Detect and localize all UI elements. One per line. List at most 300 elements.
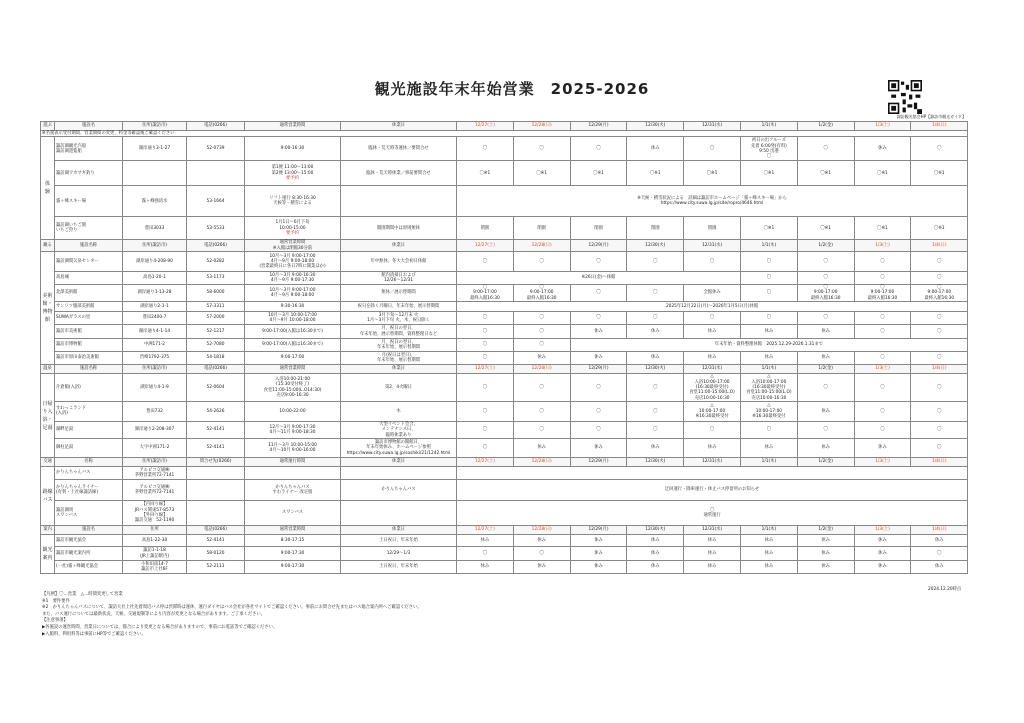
facility-name: 諏訪市観光協会 [55,535,123,547]
address: 湖岸通り4-1-9 [123,374,187,402]
day-status: 休み [740,547,797,561]
day-status: 〇 通常運行 [457,501,968,526]
day-status: 〇 [740,252,797,272]
closed-days: 無休／展示替期間 [341,285,457,302]
day-header: 1/4(日) [911,458,968,467]
column-header: 住所(諏訪市) [123,240,187,252]
closed-days: 12/29～1/3 [341,547,457,561]
column-header: 施設名称 [55,240,123,252]
hours: 9:00-17:30 [245,547,341,561]
day-header: 12/27(土) [457,526,514,535]
day-status: 〇 9:00-17:00 最終入館16:30 [854,285,911,302]
day-status: 〇 [570,137,627,161]
day-status: 休み [911,535,968,547]
day-status: 〇 [627,374,684,402]
table-row [41,547,968,561]
day-status: 〇 [684,252,741,272]
day-status: 〇 [457,312,514,325]
table-header-row [41,365,968,374]
day-header: 1/3(土) [854,240,911,252]
day-status: 〇 [797,272,854,285]
day-status: 〇 [854,401,911,421]
phone: 52-4141 [187,439,245,458]
table-row [41,161,968,186]
day-header: 12/31(水) [684,526,741,535]
day-status: 〇 [457,339,514,352]
table-row [41,325,968,339]
day-status: 〇 [513,325,570,339]
day-status: 〇 [627,401,684,421]
closed-days [341,501,457,526]
day-status: 休み [627,137,684,161]
day-header: 12/31(水) [684,240,741,252]
day-header: 12/30(火) [627,365,684,374]
column-header: 施設名 [55,526,123,535]
facility-name: 諏訪市博物館 [55,339,123,352]
day-header: 12/29(月) [570,122,627,131]
day-status: 休み [570,325,627,339]
day-status: 〇 [740,272,797,285]
day-status: 休み [684,325,741,339]
table-header-row [41,122,968,131]
day-header: 1/1(木) [740,526,797,535]
table-row [41,401,968,421]
column-header: 電話(0266) [187,122,245,131]
day-status: 〇 [457,252,514,272]
day-status: 〇 [854,421,911,438]
day-status: 〇 [854,312,911,325]
address: アルピコ交通㈱ 茅野営業所72-7141 [123,480,187,501]
day-status: 休み [854,439,911,458]
table-row [41,480,968,501]
address: 小和田南14-7 諏訪市上社6F [123,561,187,574]
section-label: 美術館・博物館 [41,252,55,365]
day-status: 〇 [797,421,854,438]
address: 霧ヶ峰強清水 [123,186,187,217]
phone: 54-2626 [187,401,245,421]
day-status: 〇※1 [797,217,854,240]
column-header: 休業日 [341,240,457,252]
closed-days: 祝日を除く月曜日、年末年始、展示替期間 [341,302,457,312]
day-status: 〇 [457,439,514,458]
day-status: 〇 [911,272,968,285]
closed-days: 諏訪市博物館の開館日、 年末年始休み、ホームページ参照 https://www.city.suwa.lg.jp/soshiki/21/1242.html [341,439,457,458]
closed-days: 年中無休、冬大大会初日休館 [341,252,457,272]
hours: 12月～3月 9:00-17:30 4月～11月 9:00-18:30 [245,421,341,438]
closed-days [341,186,457,217]
day-status: 休み [854,561,911,574]
closed-days: 3月下旬～12月末 火 1月～3月下旬 火、木、祝日除く [341,312,457,325]
phone [187,501,245,526]
note-line: また、バス運行については最新状況、天候、交通規制等により内容が変更となる場合があります。ご了承ください。 [42,611,266,617]
address: 【内回り線】 JRバス関東57-8573 【外回り線】 諏訪交通 52-1190 [123,501,187,526]
closed-days: 大型イベント会合、 メンテナンス日、 臨時休業あり [341,421,457,438]
address: アルピコ交通㈱ 茅野営業所72-7141 [123,467,187,480]
day-status: 初日の出クルーズ 先着 6:00発(有料) 9:50 出港 〇 [740,137,797,161]
day-header: 1/4(日) [911,526,968,535]
hours: 11月～3月 10:00-15:00 4月～10月 9:00-16:00 [245,439,341,458]
day-status: 〇 [911,421,968,438]
day-status: △ 10:00-17:00 ※16:30最終受付 [684,401,741,421]
facility-name: 北澤美術館 [55,285,123,302]
day-status: 〇 [740,285,797,302]
day-status: 〇 [513,312,570,325]
address: 豊田732 [123,401,187,421]
day-status: 〇 [627,312,684,325]
day-status: 閉園 [513,217,570,240]
day-status: 〇 [457,401,514,421]
phone: 57-3311 [187,302,245,312]
closed-days: 土日祝日、年末年始 [341,535,457,547]
day-status: 休み [570,561,627,574]
day-status: 休み [740,352,797,365]
note-line: ▶入館料、利用料等は事前にHP等でご確認ください。 [42,631,146,637]
day-status: 〇 [513,339,570,352]
day-status: 〇 [570,285,627,302]
hours: 8:30-17:15 [245,535,341,547]
closed-days: 臨休・荒天時休業／事前要問合せ [341,161,457,186]
phone: 57-2000 [187,312,245,325]
day-header: 1/2(金) [797,526,854,535]
phone: 52-7080 [187,339,245,352]
section-label: 観光案内 [41,535,55,574]
day-status: 休み [513,561,570,574]
day-status: 〇 [513,137,570,161]
day-status: 休み [854,535,911,547]
closed-days: 第2、4火曜日 [341,374,457,402]
closed-days: 月(祝日は翌日)、 年末年始、展示替期間 [341,352,457,365]
day-header: 12/29(月) [570,458,627,467]
phone: 54-1818 [187,352,245,365]
address: 豊田2400-7 [123,312,187,325]
day-status: 休み [570,439,627,458]
facility-name: 諏訪湖周 スワンバス [55,501,123,526]
address: 湖岸通り4-1-14 [123,325,187,339]
day-status: 〇 [513,252,570,272]
phone: 53-5533 [187,217,245,240]
day-status: 休み [797,352,854,365]
address: 諏訪1-1-18 (JR上諏訪駅内) [123,547,187,561]
column-header: 休業日 [341,122,457,131]
day-status: 休み [457,561,514,574]
address: 高島1-22-30 [123,535,187,547]
facility-name: すわっこランド (入浴) [55,401,123,421]
closed-days: 臨休・荒天時等運休／要問合せ [341,137,457,161]
day-status: 〇 [797,252,854,272]
facility-name: 諏訪湖観光汽船 諏訪湖遊覧船 [55,137,123,161]
hours: スワンバス [245,501,341,526]
day-header: 1/3(土) [854,526,911,535]
day-status: 〇 9:00-17:00 最終入館16:30 [911,285,968,302]
day-status: 休み [684,352,741,365]
column-header: 電話(0266) [187,365,245,374]
phone: 52-1217 [187,325,245,339]
hours: かりんちゃんバス すわライナー 改定版 [245,480,341,501]
day-status: △ 入浴10:00-17:00 (16:30最終受付) 食堂11:00-15:00(L.O) 売店10:00-16:30 [684,374,741,402]
day-status: 休み [740,561,797,574]
day-status: 〇 9:00-17:00 最終入館16:30 [797,285,854,302]
day-status: 休み [797,535,854,547]
day-status: 休み [627,439,684,458]
table-header-row [41,526,968,535]
day-status: 〇 [684,312,741,325]
day-status: 〇 [627,421,684,438]
day-status: 〇※1 [513,161,570,186]
day-status: 休み [513,352,570,365]
address: 中洲171-2 [123,339,187,352]
day-status: 休み [684,439,741,458]
day-header: 12/30(火) [627,240,684,252]
day-status: 〇 [570,252,627,272]
day-status: 休み [911,561,968,574]
day-status: 〇※1 [797,161,854,186]
day-header: 12/27(土) [457,458,514,467]
day-status: 閉園 [570,217,627,240]
day-status: ※26日(金)～休館 [457,272,741,285]
column-header: 住所 [123,526,187,535]
closed-days: 館内清掃日および 12/26～12/31 [341,272,457,285]
day-status: 〇 [513,401,570,421]
facility-name: 御柱足湯 [55,439,123,458]
note-line: ※2 かりんちゃんバスについて、諏訪大社上社先着周辺バス停は渋滞時は運休、運行ダイヤはバス会社が各社サイトでご確認ください。事前にお問合せ先またはバス総合案内所へご確認ください。 [42,605,422,611]
facility-name: 霧ヶ峰スキー場 [55,186,123,217]
day-header: 12/27(土) [457,122,514,131]
hours: 9:00-16:30 [245,137,341,161]
day-status: 〇 [854,252,911,272]
phone [187,161,245,186]
column-header: 電話(0266) [187,526,245,535]
schedule-table [40,121,968,574]
column-header: 通常営業時間 [245,526,341,535]
day-status: 休み [627,352,684,365]
facility-name: 諏訪湖いちご園 いちご狩り [55,217,123,240]
facility-name: 片倉館(入浴) [55,374,123,402]
day-status: 〇 [740,312,797,325]
day-status: 休み [570,352,627,365]
table-row [41,252,968,272]
column-header: 名称 [55,458,123,467]
day-header: 1/1(木) [740,122,797,131]
day-status: 休み [627,325,684,339]
closed-days: 月、祝日の翌日、 年末年始、展示替期間 [341,339,457,352]
day-header: 12/28(日) [513,240,570,252]
day-header: 1/4(日) [911,122,968,131]
day-status: 〇 [457,421,514,438]
hours: 10月～3月 9:00-16:30 4月～9月 9:00-17:30 [245,272,341,285]
day-status [457,467,968,480]
legend-notes [42,592,422,638]
table-row [41,421,968,438]
day-status: 休み [513,535,570,547]
column-header: 電話(0266) [187,240,245,252]
day-header: 1/2(金) [797,458,854,467]
day-status: 休み [797,325,854,339]
column-header: 通常営業時間 ※入館は閉館30分前 [245,240,341,252]
facility-name: 諏訪市美術館 [55,325,123,339]
qr-caption: 諏訪観光協会HP【諏訪市観光ガイド】 [896,114,966,119]
column-header: 問合せ先(0266) [187,458,245,467]
hours: 9:00-17:00(入館は16:30まで) [245,339,341,352]
day-status: 〇※1 [684,161,741,186]
day-status: 〇 [797,137,854,161]
issued-date: 2024.12.20時点 [928,587,962,592]
day-status: ※天候・積雪状況による 詳細は諏訪市ホームページ「霧ヶ峰スキー場」から https://www.city.suwa.lg.jp/site/ropro/4646.html [457,186,968,217]
day-status: 〇 [570,374,627,402]
day-status: 〇 [854,352,911,365]
hours: 第1便 11:00～13:00 第2便 13:00～15:00 要予約 [245,161,341,186]
day-header: 12/27(土) [457,240,514,252]
day-status: 〇 [911,401,968,421]
hours: リフト運行 8:30-16:30 天候等・積雪による [245,186,341,217]
table-row [41,374,968,402]
day-header: 12/31(水) [684,365,741,374]
day-status: 休み [684,561,741,574]
column-header: 温泉 [41,365,55,374]
column-header: 案内 [41,526,55,535]
day-status: 休み [627,547,684,561]
column-header: 施設名 [55,122,123,131]
day-status: 休み [627,561,684,574]
day-header: 1/3(土) [854,458,911,467]
table-header-row [41,458,968,467]
table-row [41,302,968,312]
day-status: 〇 [457,325,514,339]
day-status: 休み [513,439,570,458]
day-status: 〇 [684,421,741,438]
phone: 52-4141 [187,535,245,547]
address: 渋崎1792-375 [123,352,187,365]
qr-code-icon[interactable] [888,80,922,114]
hours: 10:00-22:00 [245,401,341,421]
facility-name: 湖畔足湯 [55,421,123,438]
day-status: 全館休み [684,285,741,302]
table-row [41,561,968,574]
phone: 52-0604 [187,374,245,402]
day-header: 1/1(木) [740,365,797,374]
day-status: 〇※1 [740,217,797,240]
column-header: 交通 [41,458,55,467]
day-status: 〇 [797,312,854,325]
day-status: 〇 [570,421,627,438]
phone: 58-0120 [187,547,245,561]
day-header: 1/2(金) [797,122,854,131]
phone [187,480,245,501]
hours: 10月～3月 9:00-17:00 4月～9月 9:00-18:00 [245,285,341,302]
column-header: 通常運行時間 [245,458,341,467]
day-status: 〇 [854,374,911,402]
table-header-row [41,240,968,252]
facility-name: サンリツ服部美術館 [55,302,123,312]
day-header: 1/1(木) [740,458,797,467]
day-header: 12/30(火) [627,122,684,131]
day-status: 〇※1 [911,217,968,240]
address: 豊田3033 [123,217,187,240]
day-header: 12/31(水) [684,458,741,467]
section-label: 路線バス [41,467,55,526]
section-label: 体 験 [41,137,55,240]
day-status: 休み [797,547,854,561]
facility-name: 諏訪湖ワカサギ釣り [55,161,123,186]
phone: 53-1173 [187,272,245,285]
note-line: ※1 要件要件 [42,598,70,604]
day-status: △ 10:00-17:00 ※16:30最終受付 [740,401,797,421]
day-status: 〇 [911,325,968,339]
closed-days: 月、祝日の翌日、 年末年始、展示替期間、資料整理日など [341,325,457,339]
day-status: 〇※1 [457,161,514,186]
column-header: 遊ぶ [41,122,55,131]
facility-name: かりんちゃんバス [55,467,123,480]
closed-days [341,467,457,480]
day-status: 休み [797,401,854,421]
closed-days: 開園期間中は原則無休 [341,217,457,240]
hours [245,467,341,480]
address: 湖岸通り2-208-307 [123,421,187,438]
table-row [41,352,968,365]
note-line: 【注意事項】 [42,618,68,624]
column-header: 住所(諏訪市) [123,122,187,131]
day-header: 12/31(水) [684,122,741,131]
day-status: 〇 [457,352,514,365]
table-row [41,501,968,526]
address: 湖岸通り3-1-27 [123,137,187,161]
day-status: 〇 [911,547,968,561]
day-header: 12/27(土) [457,365,514,374]
day-header: 1/2(金) [797,240,854,252]
day-header: 12/28(日) [513,458,570,467]
day-status: 〇※1 [854,217,911,240]
day-header: 12/28(日) [513,526,570,535]
day-status: 休み [684,535,741,547]
column-header: 休業日 [341,458,457,467]
day-status: 〇 9:00-17:00 最終入館16:30 [513,285,570,302]
day-status: 〇 [854,325,911,339]
address: 大字中洲171-2 [123,439,187,458]
day-status: 〇 [513,421,570,438]
day-status: 〇 [627,285,684,302]
day-status: 〇 [627,252,684,272]
address [123,161,187,186]
hours: 入浴10:00-21:00 (15:30受付終了) 食堂11:00-15:00(L.O14:30) 売店9:00-16:30 [245,374,341,402]
section-label: 日帰り入浴・足湯 [41,374,55,458]
column-header: 通常営業時間 [245,122,341,131]
day-status: 〇 9:00-17:00 最終入館16:30 [457,285,514,302]
day-header: 1/1(木) [740,240,797,252]
table-row [41,137,968,161]
day-status: 〇※1 [627,161,684,186]
day-status: 〇 [457,374,514,402]
hours: 9:00-17:30 [245,561,341,574]
closed-days: かりんちゃんバス [341,480,457,501]
day-status: 休み [797,561,854,574]
day-status: 〇 [570,312,627,325]
facility-name: 諏訪市原田泰治美術館 [55,352,123,365]
day-status: 閉園 [627,217,684,240]
facility-name: かりんちゃんライナー (有賀・上社線諏訪線) [55,480,123,501]
day-header: 12/28(日) [513,365,570,374]
section-note: ※名義表示受付期間、営業期間の変更、料金等確認後ご確認ください [41,131,968,137]
day-header: 1/3(土) [854,365,911,374]
day-status: 休み [570,547,627,561]
day-status: 〇※1 [740,161,797,186]
hours: 10月～3月 9:00-17:00 4月～9月 9:00-18:00 (営業最終日に各日7時に開業ほか) [245,252,341,272]
phone [187,467,245,480]
day-status: 休み [684,547,741,561]
day-header: 1/3(土) [854,122,911,131]
table-row [41,217,968,240]
day-status: 〇 [911,137,968,161]
day-status: 〇 [911,312,968,325]
day-status: 休み [740,535,797,547]
